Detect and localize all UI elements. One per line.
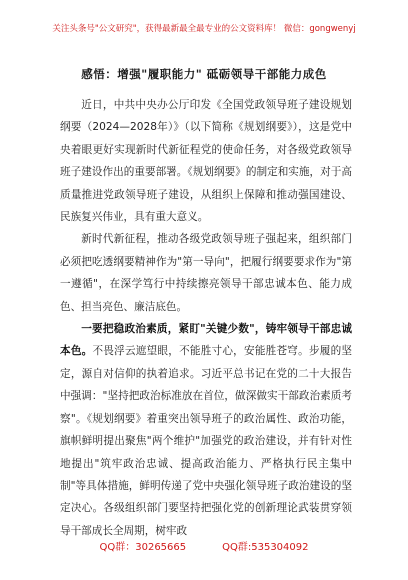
footer-contacts — [0, 538, 408, 553]
paragraph-2: 新时代新征程，推动各级党政领导班子强起来，组织部门必须把吃透纲要精神作为"第一导向"，把履行纲要要求作为"第一遵循"，在深学笃行中持续擦亮领导干部忠诚本色、能力成色、担当亮色、廉洁底色。 — [60, 233, 352, 313]
watermark-header: 关注头条号"公文研究"，获得最新最全最专业的公文资料库！ 微信：gongwenyj — [52, 24, 356, 34]
paragraph-3-text: 不畏浮云遮望眼，不能胜寸心，安能胜苍穹。步履的坚定，源自对信仰的执着追求。习近平总书记在党的二十大报告中强调："坚持把政治标准放在首位，做深做实干部政治素质考察"。《规划纲要》着重突出领导班子的政治属性、政治功能，旗帜鲜明提出聚焦"两个维护"加强党的政治建设，并有针对性地提出"筑牢政治忠诚、提高政治能力、严格执行民主集中制"等具体措施，鲜明传递了党中央强化领导班子政治建设的坚定决心。各级组织部门要坚持把强化党的创新理论武装贯穿领导干部成长全周期，树牢政 — [60, 345, 353, 537]
qq-group-2: QQ群:535304092 — [222, 542, 309, 553]
document-body — [60, 94, 352, 542]
qq-group-1: QQ群：30265665 — [99, 542, 187, 553]
document-title: 感悟：增强"履职能力" 砥砺领导干部能力成色 — [81, 67, 327, 81]
paragraph-3 — [60, 318, 352, 542]
paragraph-1: 近日，中共中央办公厅印发《全国党政领导班子建设规划纲要（2024—2028年）》（以下简称《规划纲要》），这是党中央着眼更好实现新时代新征程党的使命任务，对各级党政领导班子建设作出的重要部署。《规划纲要》的制定和实施，对于高质量推进党政领导班子建设，从组织上保障和推动强国建设、民族复兴伟业，具有重大意义。 — [60, 99, 352, 224]
section-heading: 一要把稳政治素质，紧盯"关键少数"，铸牢领导干部忠诚本色。 — [60, 323, 352, 358]
